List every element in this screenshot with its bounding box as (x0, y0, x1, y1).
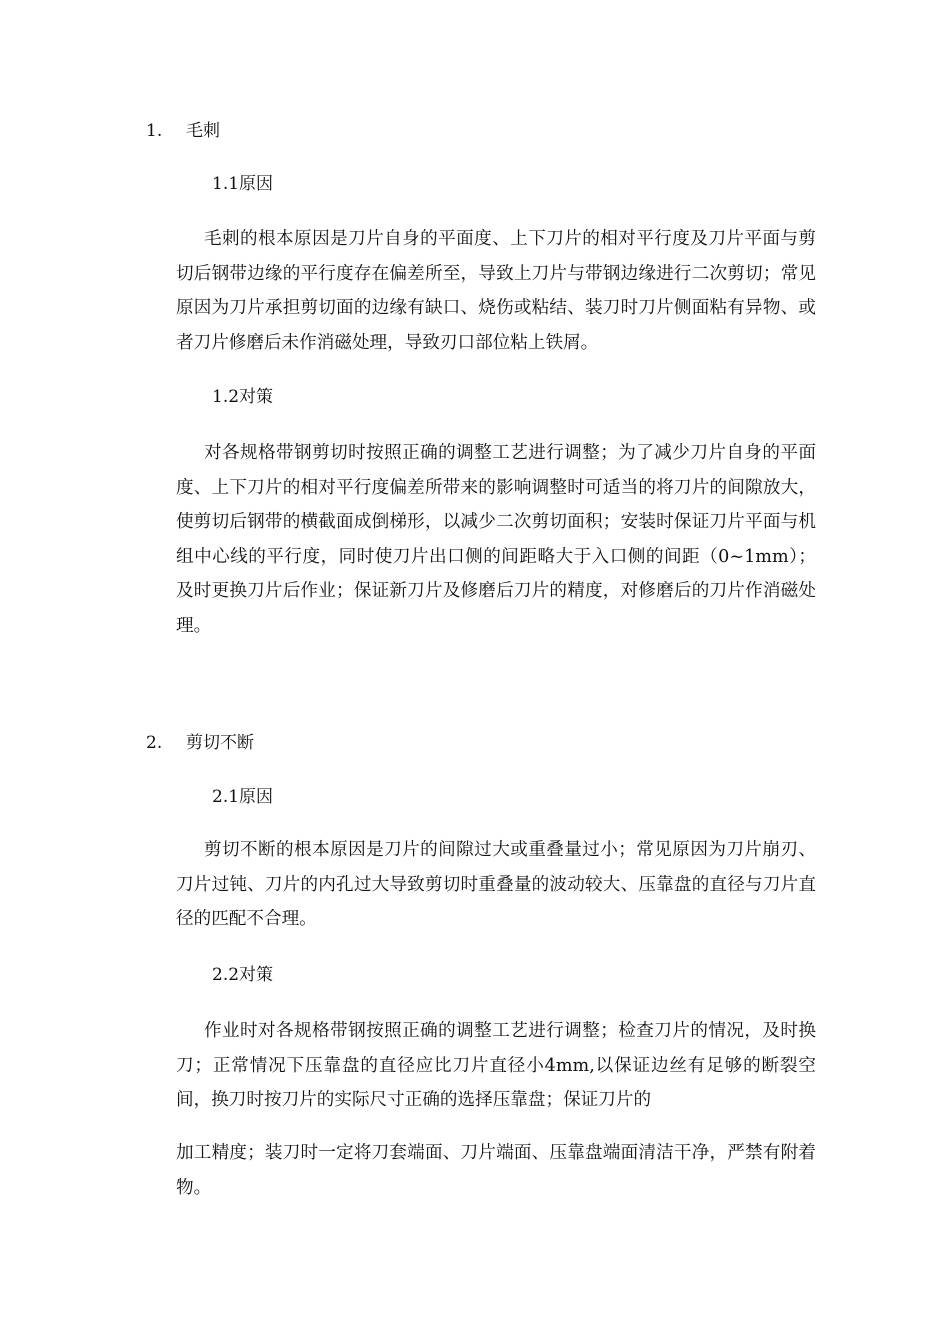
subsection-2-2-paragraph: 作业时对各规格带钢按照正确的调整工艺进行调整；检查刀片的情况，及时换刀；正常情况下压靠盘的直径应比刀片直径小4mm,以保证边丝有足够的断裂空间，换刀时按刀片的实际尺寸正确的选择压靠盘；保证刀片的 (176, 1021, 816, 1111)
section-2-number: 2. (146, 733, 163, 753)
subsection-2-1-paragraph: 剪切不断的根本原因是刀片的间隙过大或重叠量过小；常见原因为刀片崩刃、刀片过钝、刀片的内孔过大导致剪切时重叠量的波动较大、压靠盘的直径与刀片直径的匹配不合理。 (176, 840, 816, 930)
subsection-1-1-paragraph: 毛刺的根本原因是刀片自身的平面度、上下刀片的相对平行度及刀片平面与剪切后钢带边缘的平行度存在偏差所至，导致上刀片与带钢边缘进行二次剪切；常见原因为刀片承担剪切面的边缘有缺口、烧伤或粘结、装刀时刀片侧面粘有异物、或者刀片修磨后未作消磁处理，导致刃口部位粘上铁屑。 (176, 229, 816, 353)
section-1-title: 毛刺 (186, 121, 220, 141)
subsection-2-2-continuation: 加工精度；装刀时一定将刀套端面、刀片端面、压靠盘端面清洁干净，严禁有附着物。 (176, 1143, 816, 1198)
section-2-title: 剪切不断 (186, 733, 254, 753)
subsection-1-2-heading: 1.2对策 (212, 387, 274, 407)
subsection-2-1-heading: 2.1原因 (212, 787, 274, 807)
section-2-heading (146, 731, 254, 755)
subsection-1-1-heading: 1.1原因 (212, 174, 274, 194)
section-1-heading (146, 119, 220, 143)
subsection-2-2-heading: 2.2对策 (212, 965, 274, 985)
subsection-1-2-paragraph: 对各规格带钢剪切时按照正确的调整工艺进行调整；为了减少刀片自身的平面度、上下刀片的相对平行度偏差所带来的影响调整时可适当的将刀片的间隙放大，使剪切后钢带的横截面成倒梯形，以减少二次剪切面积；安装时保证刀片平面与机组中心线的平行度，同时使刀片出口侧的间距略大于入口侧的间距（0~1mm）；及时更换刀片后作业；保证新刀片及修磨后刀片的精度，对修磨后的刀片作消磁处理。 (176, 443, 816, 636)
section-1-number: 1. (146, 121, 163, 141)
